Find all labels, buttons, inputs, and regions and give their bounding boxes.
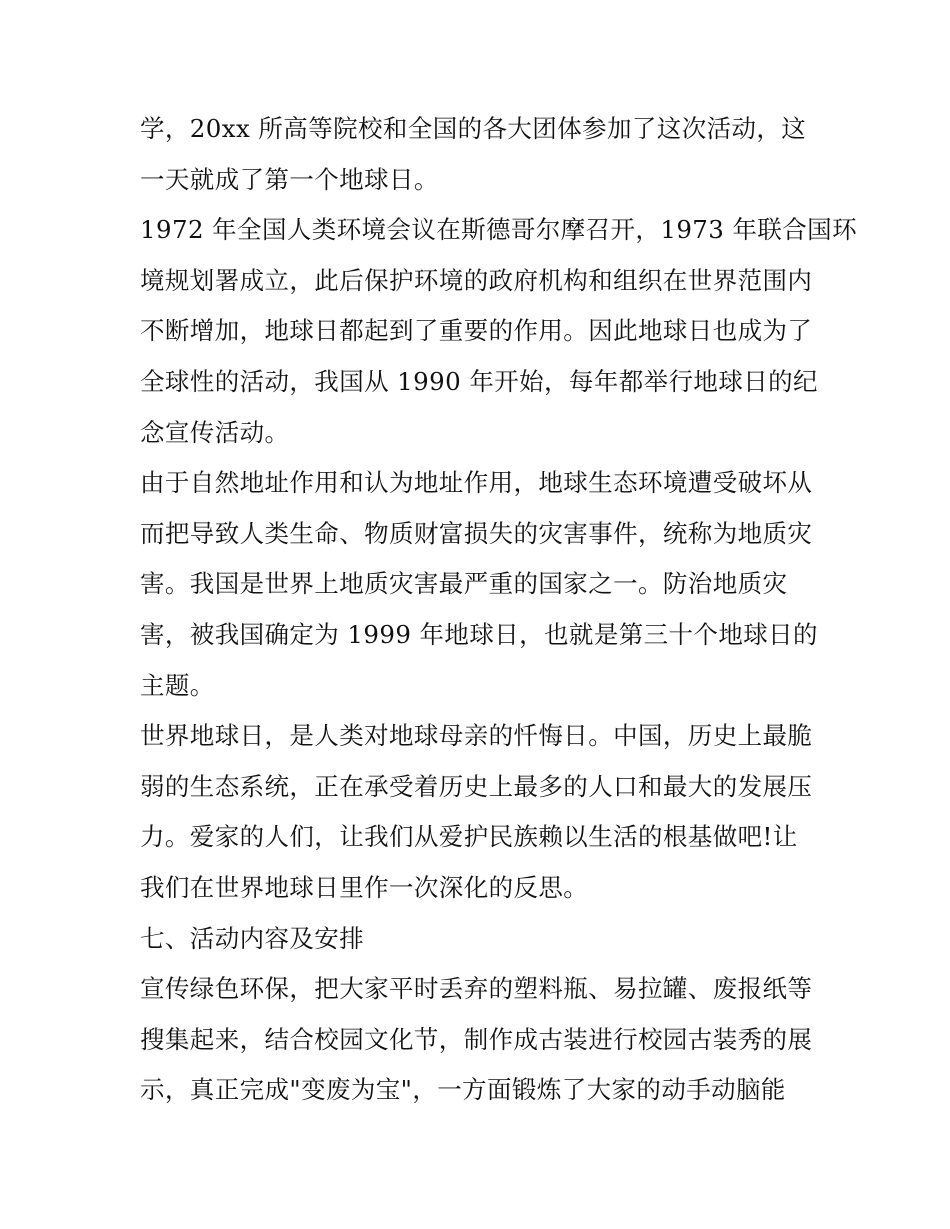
- text-line: 一天就成了第一个地球日。: [140, 164, 439, 194]
- text-line: 境规划署成立，此后保护环境的政府机构和组织在世界范围内: [140, 265, 813, 295]
- text-line: 害，被我国确定为 1999 年地球日，也就是第三十个地球日的: [140, 619, 818, 649]
- text-line: 弱的生态系统，正在承受着历史上最多的人口和最大的发展压: [140, 771, 813, 801]
- text-line: 不断增加，地球日都起到了重要的作用。因此地球日也成为了: [140, 316, 813, 346]
- text-line: 1972 年全国人类环境会议在斯德哥尔摩召开，1973 年联合国环: [140, 215, 857, 245]
- text-line: 搜集起来，结合校园文化节，制作成古装进行校园古装秀的展: [140, 1024, 813, 1054]
- text-line: 世界地球日，是人类对地球母亲的忏悔日。中国，历史上最脆: [140, 721, 813, 751]
- text-line: 害。我国是世界上地质灾害最严重的国家之一。防治地质灾: [140, 569, 788, 599]
- text-line: 而把导致人类生命、物质财富损失的灾害事件，统称为地质灾: [140, 518, 813, 548]
- text-line: 由于自然地址作用和认为地址作用，地球生态环境遭受破坏从: [140, 468, 813, 498]
- text-line: 学，20xx 所高等院校和全国的各大团体参加了这次活动，这: [140, 114, 807, 143]
- text-line: 力。爱家的人们，让我们从爱护民族赖以生活的根基做吧!让: [140, 822, 798, 852]
- text-line: 我们在世界地球日里作一次深化的反思。: [140, 872, 589, 902]
- section-heading: 七、活动内容及安排: [140, 923, 365, 953]
- text-line: 念宣传活动。: [140, 417, 290, 447]
- text-line: 示，真正完成"变废为宝"，一方面锻炼了大家的动手动脑能: [140, 1075, 786, 1105]
- text-line: 全球性的活动，我国从 1990 年开始，每年都举行地球日的纪: [140, 366, 818, 396]
- document-body: [140, 104, 857, 1116]
- text-line: 宣传绿色环保，把大家平时丢弃的塑料瓶、易拉罐、废报纸等: [140, 974, 813, 1004]
- text-line: 主题。: [140, 670, 215, 700]
